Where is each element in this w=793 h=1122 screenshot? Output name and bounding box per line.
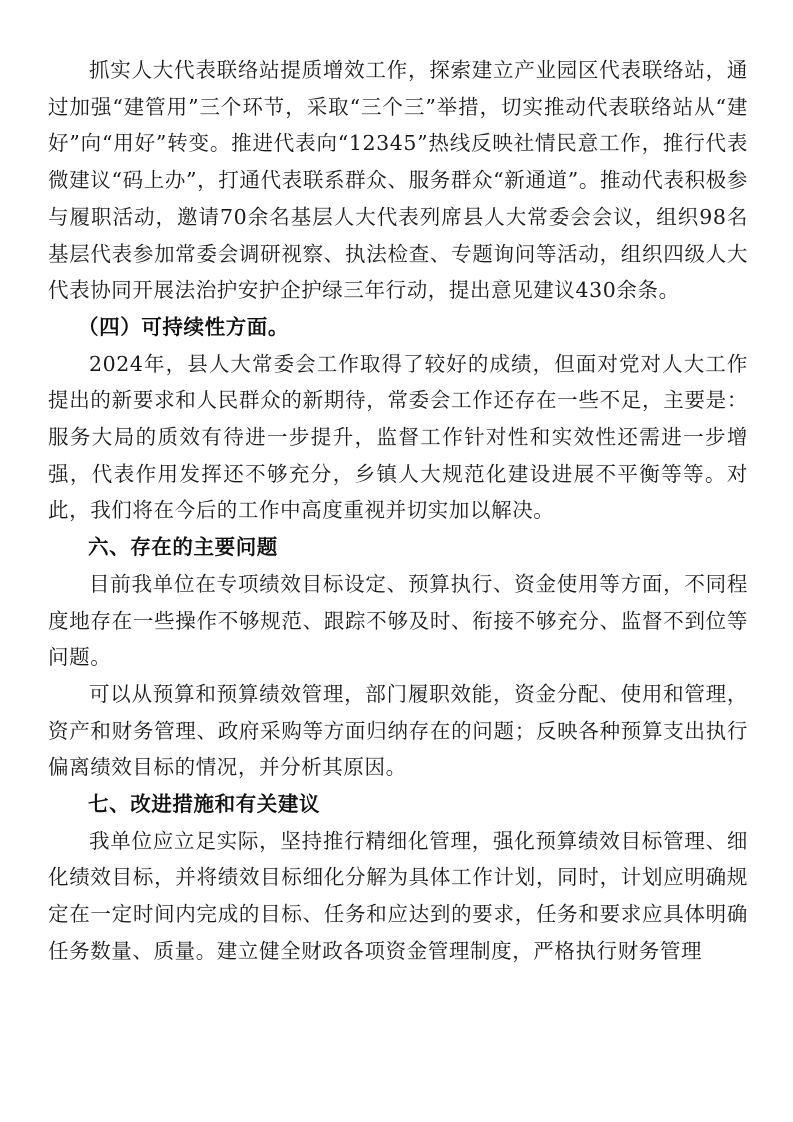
paragraph-representative-liaison: 抓实人大代表联络站提质增效工作，探索建立产业园区代表联络站，通过加强“建管用”三个环节，采取“三个三”举措，切实推动代表联络站从“建好”向“用好”转变。推进代表向“12345”热线反映社情民意工作，推行代表微建议“码上办”，打通代表联系群众、服务群众“新通道”。推动代表积极参与履职活动，邀请70余名基层人大代表列席县人大常委会会议，组织98名基层代表参加常委会调研视察、执法检查、专题询问等活动，组织四级人大代表协同开展法治护安护企护绿三年行动，提出意见建议430余条。 <box>48 58 748 303</box>
heading-improvement-measures: 七、改进措施和有关建议 <box>88 792 321 817</box>
paragraph-improvement-measures: 我单位应立足实际，坚持推行精细化管理，强化预算绩效目标管理、细化绩效目标，并将绩效目标细化分解为具体工作计划，同时，计划应明确规定在一定时间内完成的目标、任务和应达到的要求，任务和要求应具体明确任务数量、质量。建立健全财政各项资金管理制度，严格执行财务管理 <box>48 828 748 963</box>
paragraph-problems-current: 目前我单位在专项绩效目标设定、预算执行、资金使用等方面，不同程度地存在一些操作不够规范、跟踪不够及时、衔接不够充分、监督不到位等问题。 <box>48 571 748 670</box>
document-body <box>48 52 748 970</box>
subheading-sustainability: （四）可持续性方面。 <box>78 314 289 339</box>
paragraph-sustainability: 2024年，县人大常委会工作取得了较好的成绩，但面对党对人大工作提出的新要求和人民群众的新期待，常委会工作还存在一些不足，主要是：服务大局的质效有待进一步提升，监督工作针对性和实效性还需进一步增强，代表作用发挥还不够充分，乡镇人大规范化建设进展不平衡等等。对此，我们将在今后的工作中高度重视并切实加以解决。 <box>48 351 748 523</box>
heading-main-problems: 六、存在的主要问题 <box>88 535 278 560</box>
paragraph-problems-guidance: 可以从预算和预算绩效管理，部门履职效能，资金分配、使用和管理，资产和财务管理、政府采购等方面归纳存在的问题；反映各种预算支出执行偏离绩效目标的情况，并分析其原因。 <box>48 681 748 780</box>
